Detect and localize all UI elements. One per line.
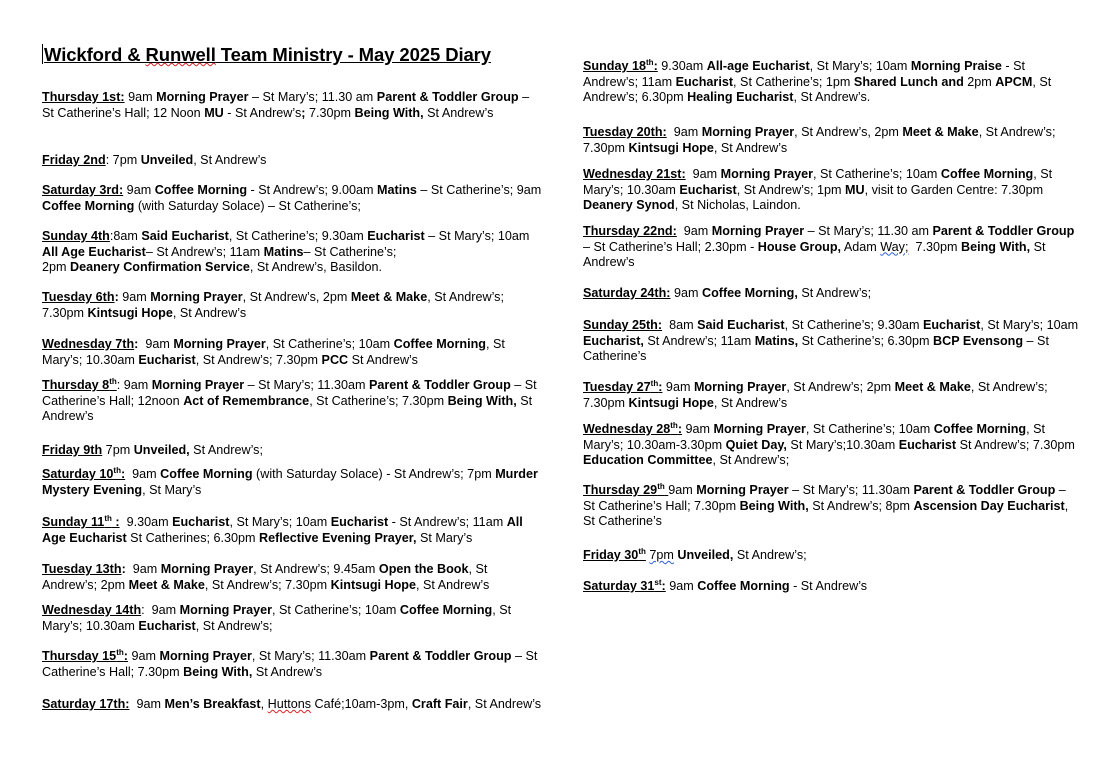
diary-entry-tue-6: Tuesday 6th: 9am Morning Prayer, St Andrew’s, 2pm Meet & Make, St Andrew’s; 7.30pm Kintsugi Hope, St Andrew’s bbox=[42, 290, 504, 320]
diary-entry-sat-24: Saturday 24th: 9am Coffee Morning, St Andrew’s; bbox=[583, 286, 872, 300]
diary-entry-wed-28: Wednesday 28th: 9am Morning Prayer, St Catherine’s; 10am Coffee Morning, St Mary’s; 10.30am-3.30pm Quiet Day, St Mary’s;10.30am Eucharist St Andrew’s; 7.30pm Education Committee, St Andrew’s; bbox=[583, 421, 1075, 468]
diary-entry-sat-3: Saturday 3rd: 9am Coffee Morning - St Andrew’s; 9.00am Matins – St Catherine’s; 9am Coffee Morning (with Saturday Solace) – St Catherine’s; bbox=[42, 183, 542, 213]
diary-entry-fri-2: Friday 2nd: 7pm Unveiled, St Andrew’s bbox=[42, 153, 267, 167]
diary-entry-sun-11: Sunday 11th : 9.30am Eucharist, St Mary’s; 10am Eucharist - St Andrew’s; 11am All Age Eucharist St Catherines; 6.30pm Reflective Evening Prayer, St Mary’s bbox=[42, 514, 523, 545]
diary-entry-thu-22: Thursday 22nd: 9am Morning Prayer – St Mary’s; 11.30 am Parent & Toddler Group – St Catherine’s Hall; 2.30pm - House Group, Adam Way; 7.30pm Being With, St Andrew’s bbox=[583, 224, 1075, 270]
diary-entry-sat-31: Saturday 31st: 9am Coffee Morning - St Andrew’s bbox=[583, 578, 868, 593]
title-part-1: Wickford & bbox=[44, 44, 146, 65]
diary-entry-thu-8: Thursday 8th: 9am Morning Prayer – St Mary’s; 11.30am Parent & Toddler Group – St Catherine’s Hall; 12noon Act of Remembrance, St Catherine’s; 7.30pm Being With, St Andrew’s bbox=[42, 377, 537, 424]
diary-entry-sun-18: Sunday 18th: 9.30am All-age Eucharist, St Mary’s; 10am Morning Praise - St Andrew’s; 11am Eucharist, St Catherine’s; 1pm Shared Lunch and 2pm APCM, St Andrew’s; 6.30pm Healing Eucharist, St Andrew’s. bbox=[583, 58, 1052, 105]
diary-entry-sat-10: Saturday 10th: 9am Coffee Morning (with Saturday Solace) - St Andrew’s; 7pm Murder Mystery Evening, St Mary’s bbox=[42, 466, 538, 497]
diary-entry-sat-17: Saturday 17th: 9am Men’s Breakfast, Huttons Café;10am-3pm, Craft Fair, St Andrew’s bbox=[42, 697, 542, 711]
diary-entry-tue-27: Tuesday 27th: 9am Morning Prayer, St Andrew’s; 2pm Meet & Make, St Andrew’s; 7.30pm Kintsugi Hope, St Andrew’s bbox=[583, 379, 1048, 410]
diary-entry-wed-21: Wednesday 21st: 9am Morning Prayer, St Catherine’s; 10am Coffee Morning, St Mary’s; 10.30am Eucharist, St Andrew’s; 1pm MU, visit to Garden Centre: 7.30pm Deanery Synod, St Nicholas, Laindon. bbox=[583, 167, 1053, 213]
diary-entry-wed-14: Wednesday 14th: 9am Morning Prayer, St Catherine’s; 10am Coffee Morning, St Mary’s; 10.30am Eucharist, St Andrew’s; bbox=[42, 603, 512, 633]
diary-entry-thu-1: Thursday 1st: 9am Morning Prayer – St Mary’s; 11.30 am Parent & Toddler Group – St Catherine’s Hall; 12 Noon MU - St Andrew’s; 7.30pm Being With, St Andrew’s bbox=[42, 90, 530, 120]
diary-entry-thu-29: Thursday 29th 9am Morning Prayer – St Mary’s; 11.30am Parent & Toddler Group – St Catherine’s Hall; 7.30pm Being With, St Andrew’s; 8pm Ascension Day Eucharist, St Catherine’s bbox=[583, 482, 1069, 529]
text-cursor bbox=[42, 44, 43, 64]
diary-entry-tue-20: Tuesday 20th: 9am Morning Prayer, St Andrew’s, 2pm Meet & Make, St Andrew’s; 7.30pm Kintsugi Hope, St Andrew’s bbox=[583, 125, 1056, 155]
title-part-2: Runwell bbox=[145, 44, 216, 65]
diary-entry-tue-13: Tuesday 13th: 9am Morning Prayer, St Andrew’s; 9.45am Open the Book, St Andrew’s; 2pm Meet & Make, St Andrew’s; 7.30pm Kintsugi Hope, St Andrew’s bbox=[42, 562, 490, 592]
diary-entry-wed-7: Wednesday 7th: 9am Morning Prayer, St Catherine’s; 10am Coffee Morning, St Mary’s; 10.30am Eucharist, St Andrew’s; 7.30pm PCC St Andrew’s bbox=[42, 337, 505, 367]
diary-entry-sun-25: Sunday 25th: 8am Said Eucharist, St Catherine’s; 9.30am Eucharist, St Mary’s; 10am Eucharist, St Andrew’s; 11am Matins, St Catherine’s; 6.30pm BCP Evensong – St Catherine’s bbox=[583, 318, 1079, 364]
diary-entry-sun-4: Sunday 4th:8am Said Eucharist, St Catherine’s; 9.30am Eucharist – St Mary’s; 10am All Age Eucharist– St Andrew’s; 11am Matins– St Catherine’s; 2pm Deanery Confirmation Service, St Andrew’s, Basildon. bbox=[42, 229, 530, 275]
page-title bbox=[42, 44, 491, 66]
diary-entry-fri-9: Friday 9th 7pm Unveiled, St Andrew’s; bbox=[42, 443, 263, 457]
title-part-3: Team Ministry - May 2025 Diary bbox=[215, 44, 491, 65]
diary-entry-thu-15: Thursday 15th: 9am Morning Prayer, St Mary’s; 11.30am Parent & Toddler Group – St Catherine’s Hall; 7.30pm Being With, St Andrew’s bbox=[42, 648, 538, 679]
diary-entry-fri-30: Friday 30th 7pm Unveiled, St Andrew’s; bbox=[583, 547, 807, 562]
